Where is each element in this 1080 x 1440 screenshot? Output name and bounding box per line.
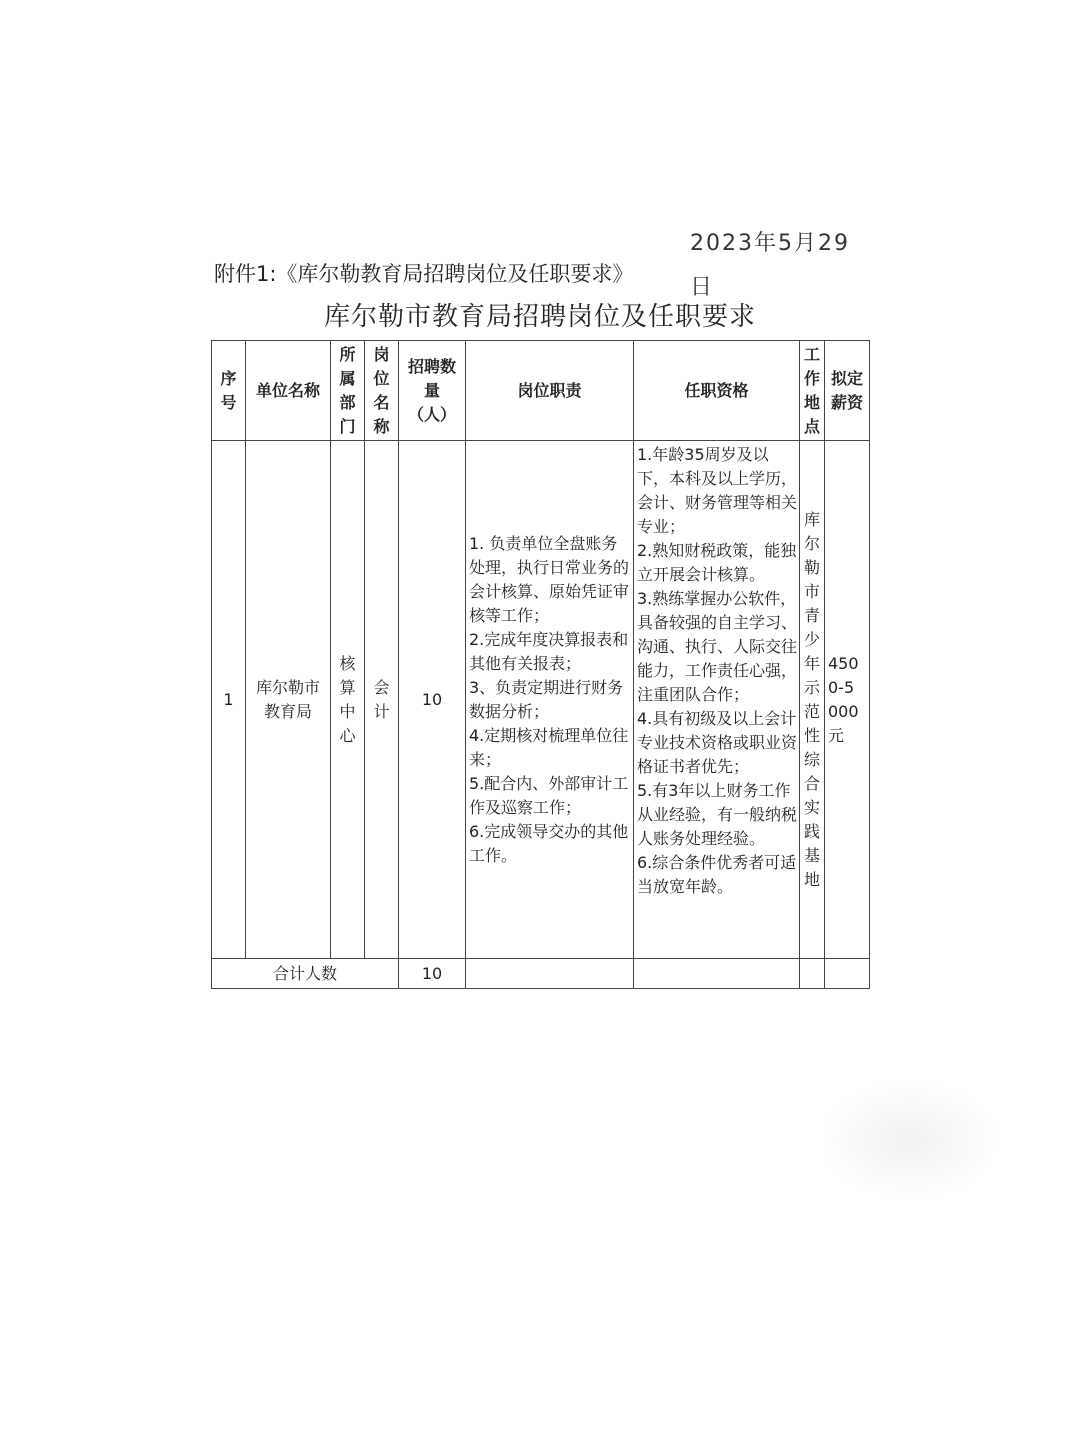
duty-item: 3、负责定期进行财务数据分析； (469, 677, 624, 721)
header-cell: 单位名称 (246, 341, 331, 441)
empty-cell (466, 959, 634, 989)
qualifications (634, 441, 800, 959)
empty-cell (634, 959, 800, 989)
position-name: 会计 (365, 441, 399, 959)
total-row (212, 959, 870, 989)
header-cell: 所属部门 (331, 341, 365, 441)
qualification-item: 3.熟练掌握办公软件，具备较强的自主学习、沟通、执行、人际交往能力，工作责任心强，注重团队合作； (637, 589, 798, 704)
work-location: 库尔勒市青少年示范性综合实践基地 (800, 441, 825, 959)
duty-item: 4.定期核对梳理单位往来； (469, 725, 629, 769)
job-duties (466, 441, 634, 959)
recruitment-table (211, 340, 870, 989)
qualification-item: 2.熟知财税政策，能独立开展会计核算。 (637, 541, 797, 584)
qualification-item: 5.有3年以上财务工作从业经验，有一般纳税人账务处理经验。 (637, 781, 798, 848)
empty-cell (800, 959, 825, 989)
duty-item: 2.完成年度决算报表和其他有关报表； (469, 629, 629, 673)
header-cell: 招聘数量（人） (399, 341, 466, 441)
header-cell: 工作地点 (800, 341, 825, 441)
duty-item: 5.配合内、外部审计工作及巡察工作； (469, 773, 629, 817)
header-cell: 任职资格 (634, 341, 800, 441)
duty-item: 1. 负责单位全盘账务处理，执行日常业务的会计核算、原始凭证审核等工作； (469, 533, 630, 625)
qualification-item: 1.年龄35周岁及以下，本科及以上学历，会计、财务管理等相关专业； (637, 445, 798, 536)
qualification-item: 6.综合条件优秀者可适当放宽年龄。 (637, 853, 797, 896)
attachment-line: 附件1:《库尔勒教育局招聘岗位及任职要求》 (214, 262, 634, 286)
empty-cell (825, 959, 870, 989)
qualification-item: 4.具有初级及以上会计专业技术资格或职业资格证书者优先； (637, 709, 798, 776)
total-count: 10 (399, 959, 466, 989)
row-index: 1 (212, 441, 246, 959)
duty-item: 6.完成领导交办的其他工作。 (469, 821, 629, 865)
total-label: 合计人数 (212, 959, 399, 989)
background-smudge (820, 1080, 1000, 1200)
unit-name: 库尔勒市教育局 (246, 441, 331, 959)
department: 核算中心 (331, 441, 365, 959)
header-cell: 拟定薪资 (825, 341, 870, 441)
table-header-row (212, 341, 870, 441)
hire-count: 10 (399, 441, 466, 959)
table-row (212, 441, 870, 959)
header-cell: 岗位职责 (466, 341, 634, 441)
date-fragment: 2023年5月29日 (690, 231, 850, 300)
salary: 4500-5000元 (825, 441, 870, 959)
page-title: 库尔勒市教育局招聘岗位及任职要求 (323, 302, 756, 332)
header-cell: 序号 (212, 341, 246, 441)
header-cell: 岗位名称 (365, 341, 399, 441)
